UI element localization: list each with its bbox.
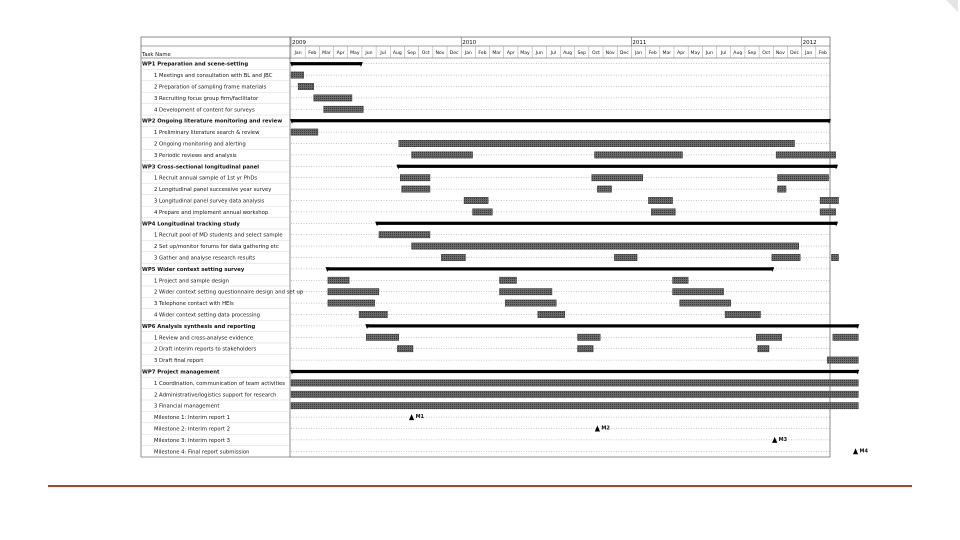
month-label: Aug xyxy=(392,51,402,56)
task-label: 4 Wider context setting data processing xyxy=(154,312,260,319)
month-label: Oct xyxy=(591,51,600,56)
month-label: Sep xyxy=(747,51,757,56)
work-package-label: WP7 Project management xyxy=(142,369,220,376)
task-bar xyxy=(328,289,379,295)
month-label: Sep xyxy=(407,51,416,56)
month-label: Feb xyxy=(478,51,487,56)
month-label: Feb xyxy=(648,51,657,56)
task-bar xyxy=(772,254,800,260)
year-label: 2010 xyxy=(462,40,477,46)
month-label: Jul xyxy=(720,51,727,56)
milestone-label: M1 xyxy=(415,414,425,421)
task-bar xyxy=(314,95,352,101)
month-label: Dec xyxy=(790,51,799,56)
task-bar xyxy=(831,254,838,260)
task-bar xyxy=(298,83,314,89)
month-label: Jun xyxy=(705,51,714,56)
month-label: May xyxy=(520,51,530,56)
month-label: Jun xyxy=(365,51,373,56)
task-label: Milestone 3: Interim report 3 xyxy=(154,437,230,444)
month-label: Oct xyxy=(762,51,771,56)
task-bar xyxy=(399,140,795,146)
task-bar xyxy=(827,357,858,363)
task-label: 4 Development of content for surveys xyxy=(154,107,255,114)
task-bar xyxy=(291,403,858,409)
month-label: Apr xyxy=(336,51,345,56)
month-label: Jul xyxy=(380,51,386,56)
summary-bar xyxy=(366,324,858,327)
work-package-label: WP6 Analysis synthesis and reporting xyxy=(142,323,256,330)
task-label: 1 Recruit pool of MD students and select sample xyxy=(154,232,283,239)
task-bar xyxy=(412,243,799,249)
year-label: 2009 xyxy=(292,40,306,46)
task-bar xyxy=(400,175,430,181)
month-label: Jan xyxy=(634,51,643,56)
month-label: May xyxy=(690,51,700,56)
task-label: 2 Draft interim reports to stakeholders xyxy=(154,346,257,353)
task-bar xyxy=(328,300,375,306)
task-bar xyxy=(505,300,556,306)
task-bar xyxy=(680,300,731,306)
task-label: 3 Draft final report xyxy=(154,358,204,365)
task-bar xyxy=(673,289,724,295)
task-bar xyxy=(595,152,683,158)
month-label: Jul xyxy=(550,51,557,56)
task-label: 2 Ongoing monitoring and alerting xyxy=(154,141,246,148)
work-package-label: WP1 Preparation and scene-setting xyxy=(142,61,249,68)
month-label: Feb xyxy=(818,51,827,56)
summary-bar xyxy=(326,267,773,270)
task-label: 3 Longitudinal panel survey data analysis xyxy=(154,198,265,205)
task-label: Milestone 1: Interim report 1 xyxy=(154,415,230,422)
task-bar xyxy=(758,346,769,352)
task-bar xyxy=(820,209,836,215)
task-label: 3 Recruiting focus group firm/facilitator xyxy=(154,95,259,102)
task-bar xyxy=(366,334,399,340)
task-bar xyxy=(291,391,858,397)
task-bar xyxy=(359,311,387,317)
month-label: Mar xyxy=(662,51,672,56)
task-label: 2 Administrative/logistics support for research xyxy=(154,392,277,399)
task-bar xyxy=(776,152,836,158)
month-label: Jun xyxy=(535,51,543,56)
task-bar xyxy=(778,175,829,181)
task-label: Milestone 4: Final report submission xyxy=(154,449,250,456)
month-label: Oct xyxy=(421,51,430,56)
task-bar xyxy=(597,186,611,192)
task-label: 3 Financial management xyxy=(154,403,220,410)
task-bar xyxy=(500,289,552,295)
task-label: 2 Wider context setting questionnaire design and set up xyxy=(154,289,304,296)
task-bar xyxy=(592,175,643,181)
month-label: Aug xyxy=(563,51,573,56)
summary-bar xyxy=(291,370,858,373)
month-label: Jan xyxy=(464,51,472,56)
task-label: 1 Coordination, communication of team activities xyxy=(154,380,286,387)
task-bar xyxy=(725,311,760,317)
work-package-label: WP2 Ongoing literature monitoring and review xyxy=(142,118,283,125)
summary-bar xyxy=(397,165,837,168)
task-label: 1 Review and cross-analyse evidence xyxy=(154,335,254,342)
month-label: Mar xyxy=(322,51,331,56)
task-bar xyxy=(473,209,493,215)
task-label: 3 Telephone contact with HEIs xyxy=(154,301,234,308)
task-bar xyxy=(578,334,601,340)
task-bar xyxy=(614,254,637,260)
milestone-label: M4 xyxy=(859,448,869,455)
milestone-label: M3 xyxy=(778,436,788,443)
summary-bar xyxy=(376,222,837,225)
task-bar xyxy=(820,197,838,203)
task-bar xyxy=(464,197,488,203)
task-bar xyxy=(291,72,304,78)
task-bar xyxy=(328,277,349,283)
task-bar xyxy=(379,232,430,238)
work-package-label: WP4 Longitudinal tracking study xyxy=(142,221,240,228)
task-bar xyxy=(756,334,782,340)
task-bar xyxy=(648,197,672,203)
task-label: 4 Prepare and implement annual workshop xyxy=(154,209,269,216)
summary-bar xyxy=(291,62,362,65)
month-label: Apr xyxy=(677,51,686,56)
task-label: 2 Longitudinal panel successive year survey xyxy=(154,187,272,194)
task-bar xyxy=(500,277,517,283)
milestone-label: M2 xyxy=(601,425,610,432)
month-label: May xyxy=(350,51,360,56)
task-label: 2 Set up/monitor forums for data gathering etc xyxy=(154,244,279,251)
summary-bar xyxy=(291,119,830,122)
task-label: 1 Meetings and consultation with BL and JBC xyxy=(154,73,273,80)
milestone-marker xyxy=(853,448,858,454)
task-label: 3 Gather and analyse research results xyxy=(154,255,256,262)
month-label: Dec xyxy=(619,51,629,56)
month-label: Nov xyxy=(435,51,445,56)
task-bar xyxy=(578,346,594,352)
task-label: 3 Periodic reviews and analysis xyxy=(154,152,237,159)
work-package-label: WP5 Wider context setting survey xyxy=(142,266,245,273)
task-label: 1 Recruit annual sample of 1st yr PhDs xyxy=(154,175,258,182)
month-label: Apr xyxy=(506,51,515,56)
task-bar xyxy=(833,334,859,340)
year-label: 2012 xyxy=(802,40,817,46)
month-label: Jan xyxy=(294,51,302,56)
task-bar xyxy=(778,186,787,192)
task-bar xyxy=(538,311,565,317)
task-bar xyxy=(651,209,675,215)
task-bar xyxy=(412,152,473,158)
footer-rule xyxy=(48,485,912,487)
task-name-header: Task Name xyxy=(142,52,171,58)
task-label: 2 Preparation of sampling frame materials xyxy=(154,84,267,91)
work-package-label: WP3 Cross-sectional longitudinal panel xyxy=(142,164,260,171)
task-label: Milestone 2: Interim report 2 xyxy=(154,426,230,433)
task-bar xyxy=(397,346,413,352)
task-bar xyxy=(673,277,689,283)
month-label: Mar xyxy=(492,51,502,56)
task-label: 1 Project and sample design xyxy=(154,278,230,285)
task-bar xyxy=(402,186,430,192)
month-label: Nov xyxy=(775,51,785,56)
month-label: Feb xyxy=(308,51,317,56)
task-label: 1 Preliminary literature search & review xyxy=(154,130,260,137)
corner-decoration xyxy=(946,0,958,12)
year-label: 2011 xyxy=(632,40,647,46)
task-bar xyxy=(291,129,318,135)
month-label: Sep xyxy=(577,51,587,56)
month-label: Jan xyxy=(805,51,813,56)
month-label: Aug xyxy=(733,51,743,56)
month-label: Dec xyxy=(449,51,459,56)
task-bar xyxy=(324,106,364,112)
month-label: Nov xyxy=(605,51,615,56)
task-bar xyxy=(291,380,858,386)
task-bar xyxy=(441,254,465,260)
